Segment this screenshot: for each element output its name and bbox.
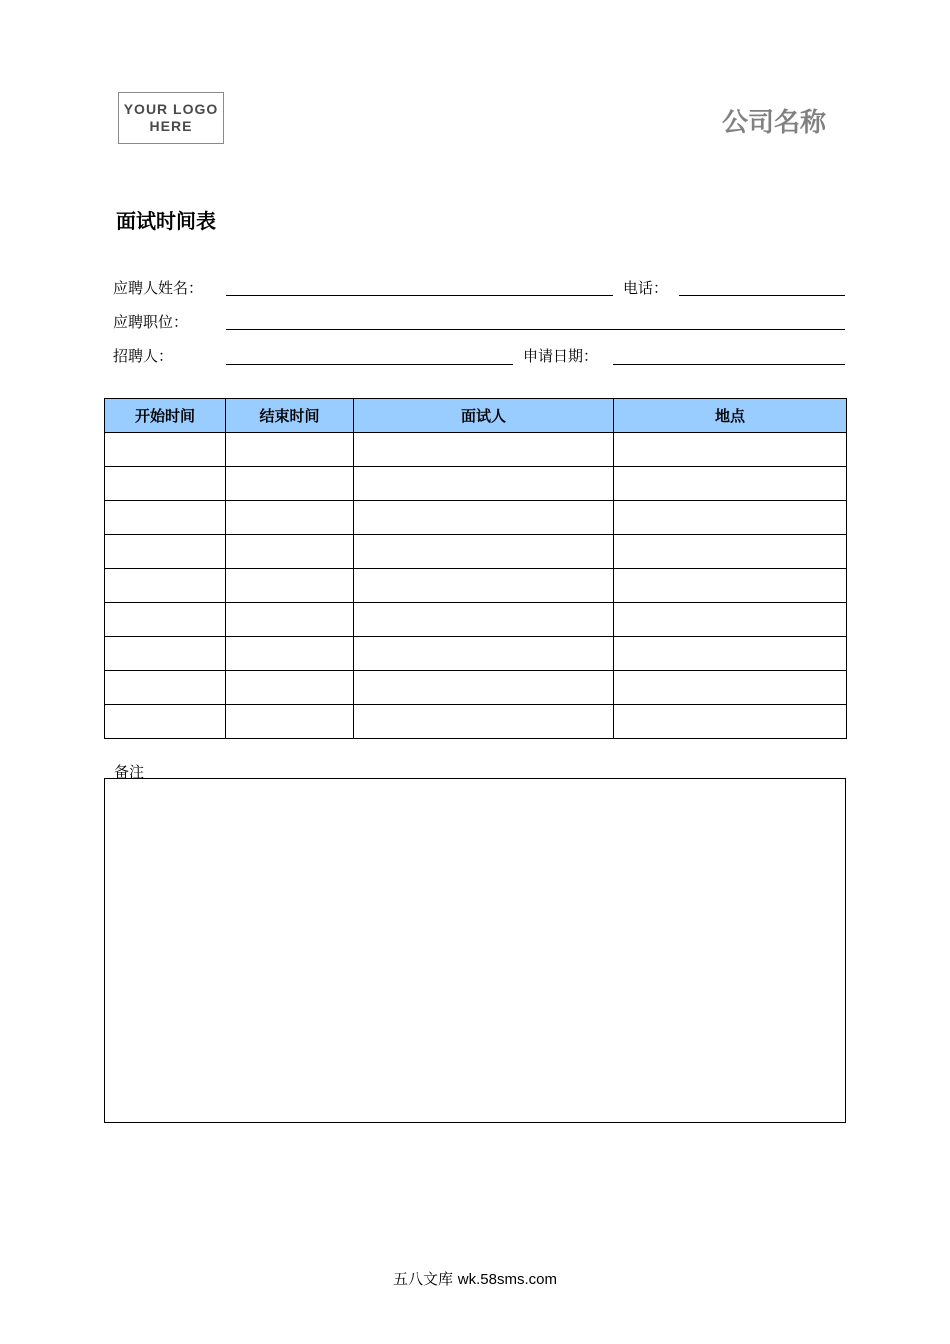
location-cell[interactable] xyxy=(614,603,847,637)
location-cell[interactable] xyxy=(614,569,847,603)
start-time-cell[interactable] xyxy=(105,569,226,603)
end-time-cell[interactable] xyxy=(226,433,354,467)
end-time-cell[interactable] xyxy=(226,569,354,603)
interviewer-header: 面试人 xyxy=(354,399,614,433)
interviewer-cell[interactable] xyxy=(354,501,614,535)
applicant-name-label: 应聘人姓名： xyxy=(113,279,204,297)
position-label: 应聘职位： xyxy=(113,313,189,331)
footer-url[interactable]: wk.58sms.com xyxy=(457,1271,557,1288)
company-logo xyxy=(118,92,224,144)
location-header: 地点 xyxy=(614,399,847,433)
end-time-cell[interactable] xyxy=(226,535,354,569)
phone-field[interactable] xyxy=(679,295,845,296)
interviewer-cell[interactable] xyxy=(354,535,614,569)
table-header-row xyxy=(105,399,847,433)
table-row xyxy=(105,603,847,637)
end-time-cell[interactable] xyxy=(226,705,354,739)
start-time-header: 开始时间 xyxy=(105,399,226,433)
end-time-cell[interactable] xyxy=(226,671,354,705)
apply-date-label: 申请日期： xyxy=(523,347,599,365)
logo-text-line2: HERE xyxy=(149,118,193,134)
recruiter-field[interactable] xyxy=(226,364,513,365)
position-field[interactable] xyxy=(226,329,845,330)
table-body xyxy=(105,433,847,739)
interviewer-cell[interactable] xyxy=(354,671,614,705)
footer-site-name: 五八文库 xyxy=(393,1270,454,1288)
interview-schedule-table xyxy=(104,398,847,739)
recruiter-label: 招聘人： xyxy=(113,347,174,365)
interviewer-cell[interactable] xyxy=(354,433,614,467)
interviewer-cell[interactable] xyxy=(354,705,614,739)
table-row xyxy=(105,569,847,603)
logo-text-line1: YOUR LOGO xyxy=(123,101,219,117)
notes-box[interactable] xyxy=(104,778,846,1123)
location-cell[interactable] xyxy=(614,433,847,467)
end-time-cell[interactable] xyxy=(226,637,354,671)
table-row xyxy=(105,467,847,501)
start-time-cell[interactable] xyxy=(105,671,226,705)
applicant-name-field[interactable] xyxy=(226,295,613,296)
table-row xyxy=(105,433,847,467)
location-cell[interactable] xyxy=(614,671,847,705)
start-time-cell[interactable] xyxy=(105,535,226,569)
interviewer-cell[interactable] xyxy=(354,637,614,671)
location-cell[interactable] xyxy=(614,535,847,569)
page-title: 面试时间表 xyxy=(116,209,216,233)
table-row xyxy=(105,637,847,671)
start-time-cell[interactable] xyxy=(105,433,226,467)
footer xyxy=(0,1268,950,1289)
location-cell[interactable] xyxy=(614,467,847,501)
table-row xyxy=(105,535,847,569)
end-time-cell[interactable] xyxy=(226,603,354,637)
start-time-cell[interactable] xyxy=(105,467,226,501)
interviewer-cell[interactable] xyxy=(354,467,614,501)
interviewer-cell[interactable] xyxy=(354,569,614,603)
table-row xyxy=(105,501,847,535)
table-row xyxy=(105,705,847,739)
start-time-cell[interactable] xyxy=(105,637,226,671)
end-time-cell[interactable] xyxy=(226,467,354,501)
phone-label: 电话： xyxy=(623,279,669,297)
location-cell[interactable] xyxy=(614,637,847,671)
company-name: 公司名称 xyxy=(721,108,826,138)
notes-label: 备注 xyxy=(114,763,145,781)
location-cell[interactable] xyxy=(614,705,847,739)
interviewer-cell[interactable] xyxy=(354,603,614,637)
end-time-header: 结束时间 xyxy=(226,399,354,433)
start-time-cell[interactable] xyxy=(105,603,226,637)
apply-date-field[interactable] xyxy=(613,364,845,365)
start-time-cell[interactable] xyxy=(105,705,226,739)
table-row xyxy=(105,671,847,705)
end-time-cell[interactable] xyxy=(226,501,354,535)
location-cell[interactable] xyxy=(614,501,847,535)
start-time-cell[interactable] xyxy=(105,501,226,535)
